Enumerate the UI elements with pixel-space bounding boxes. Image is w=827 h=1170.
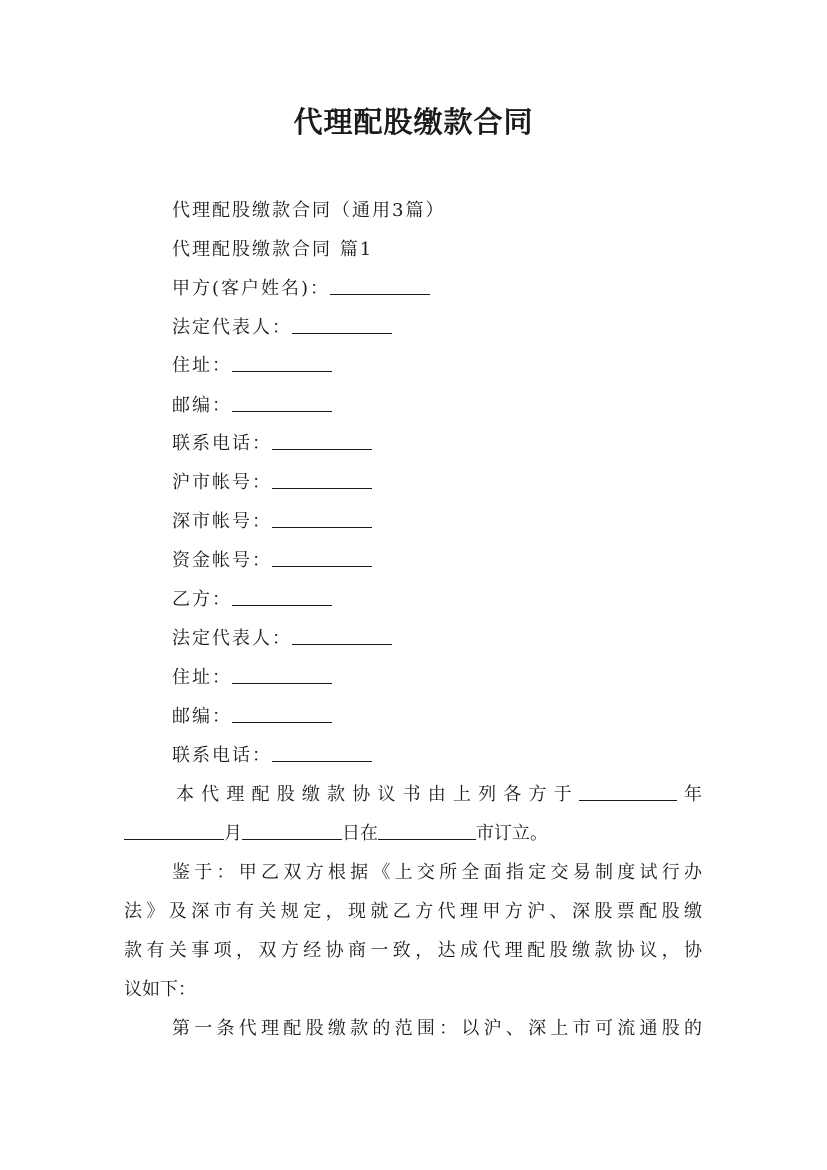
document-title: 代理配股缴款合同 (293, 105, 534, 139)
party-a-sh-account-field (172, 470, 372, 496)
party-b-legal-rep-label: 法定代表人： (172, 628, 292, 649)
whereas-line-3: 款有关事项，双方经协商一致，达成代理配股缴款协议，协 (124, 940, 702, 961)
party-a-sz-account-label: 深市帐号： (172, 511, 272, 532)
party-b-name-field (172, 587, 332, 613)
whereas-line-4: 议如下： (124, 979, 196, 1000)
party-b-postcode-field (172, 704, 332, 730)
party-a-phone-field (172, 431, 372, 457)
party-b-address-field (172, 665, 332, 691)
signing-day-at: 日在 (342, 823, 378, 844)
party-a-fund-account-label: 资金帐号： (172, 550, 272, 571)
article-1-line-1: 第一条代理配股缴款的范围：以沪、深上市可流通股的 (172, 1018, 702, 1039)
signing-line-1 (124, 775, 702, 814)
party-a-sh-account-blank[interactable] (272, 470, 372, 489)
party-a-client-name-field (172, 276, 430, 302)
party-b-address-label: 住址： (172, 667, 232, 688)
whereas-line-1: 鉴于：甲乙双方根据《上交所全面指定交易制度试行办 (172, 862, 702, 883)
article-1-paragraph (124, 1009, 702, 1048)
party-b-legal-rep-field (172, 626, 392, 652)
party-a-postcode-field (172, 393, 332, 419)
party-a-fund-account-blank[interactable] (272, 548, 372, 567)
party-a-legal-rep-field (172, 315, 392, 341)
signing-line-2 (124, 814, 702, 853)
signing-day-blank[interactable] (242, 821, 342, 840)
party-b-postcode-blank[interactable] (232, 704, 332, 723)
party-b-phone-blank[interactable] (272, 743, 372, 762)
signing-city-blank[interactable] (378, 821, 476, 840)
document-subtitle: 代理配股缴款合同（通用3篇） (172, 200, 446, 221)
party-a-legal-rep-label: 法定代表人： (172, 317, 292, 338)
party-a-legal-rep-blank[interactable] (292, 315, 392, 334)
party-a-client-name-label: 甲方(客户姓名)： (172, 278, 331, 299)
whereas-line-2: 法》及深市有关规定，现就乙方代理甲方沪、深股票配股缴 (124, 901, 702, 922)
whereas-paragraph (124, 853, 702, 1009)
party-a-phone-label: 联系电话： (172, 433, 272, 454)
party-b-address-blank[interactable] (232, 665, 332, 684)
party-a-postcode-label: 邮编： (172, 395, 232, 416)
party-b-phone-field (172, 743, 372, 769)
section-heading: 代理配股缴款合同 篇1 (172, 239, 374, 260)
party-a-fund-account-field (172, 548, 372, 574)
party-a-postcode-blank[interactable] (232, 393, 332, 412)
signing-month-blank[interactable] (124, 821, 224, 840)
signing-month: 月 (224, 823, 242, 844)
party-b-name-label: 乙方： (172, 589, 232, 610)
party-b-name-blank[interactable] (232, 587, 332, 606)
signing-city: 市订立。 (476, 823, 548, 844)
party-a-sh-account-label: 沪市帐号： (172, 472, 272, 493)
signing-year-blank[interactable] (579, 782, 677, 801)
signing-paragraph (124, 775, 702, 853)
party-a-client-name-blank[interactable] (330, 276, 430, 295)
signing-part1: 本代理配股缴款协议书由上列各方于 (176, 784, 579, 805)
party-b-postcode-label: 邮编： (172, 706, 232, 727)
party-b-legal-rep-blank[interactable] (292, 626, 392, 645)
party-a-address-blank[interactable] (232, 353, 332, 372)
party-a-phone-blank[interactable] (272, 431, 372, 450)
party-b-phone-label: 联系电话： (172, 745, 272, 766)
party-a-address-field (172, 353, 332, 379)
party-a-sz-account-blank[interactable] (272, 509, 372, 528)
party-a-sz-account-field (172, 509, 372, 535)
signing-year: 年 (676, 784, 703, 805)
party-a-address-label: 住址： (172, 355, 232, 376)
